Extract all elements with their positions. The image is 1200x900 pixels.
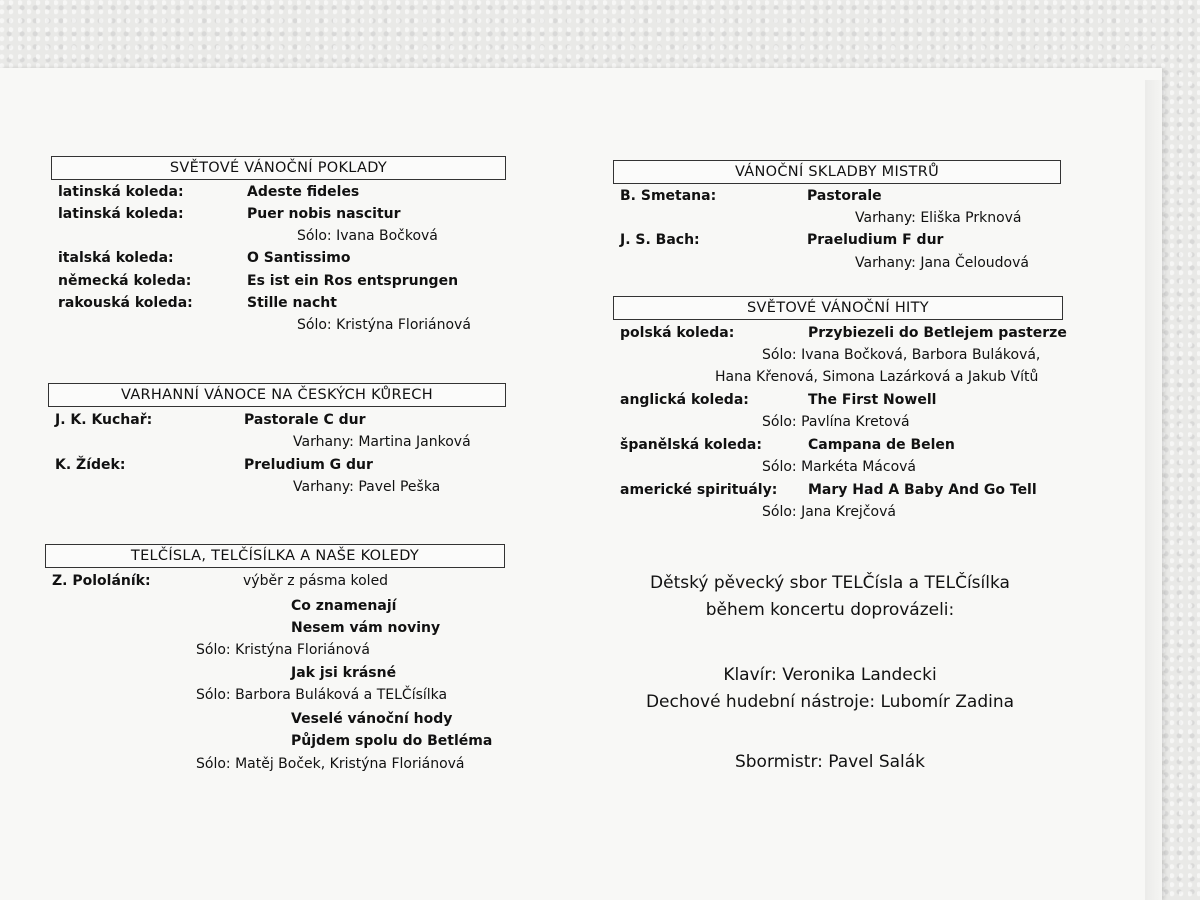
row-solo: Sólo: Barbora Buláková a TELČísílka — [196, 687, 448, 703]
row-label: K. Žídek: — [55, 457, 126, 473]
choir-credit: Dětský pěvecký sbor TELČísla a TELČísílka — [650, 573, 1010, 593]
row-title: The First Nowell — [808, 392, 937, 408]
paper-fold — [1145, 80, 1167, 900]
section-heading-telcisla: TELČÍSLA, TELČÍSÍLKA A NAŠE KOLEDY — [45, 544, 505, 568]
row-label: J. K. Kuchař: — [55, 412, 153, 428]
row-solo: Varhany: Jana Čeloudová — [855, 255, 1029, 271]
song-title: Nesem vám noviny — [291, 620, 441, 636]
row-title: Przybiezeli do Betlejem pasterze — [808, 325, 1067, 341]
row-label: rakouská koleda: — [58, 295, 193, 311]
row-solo: Hana Křenová, Simona Lazárková a Jakub Vítů — [715, 369, 1039, 385]
section-heading-svetove-poklady: SVĚTOVÉ VÁNOČNÍ POKLADY — [51, 156, 506, 180]
row-title: Preludium G dur — [244, 457, 373, 473]
row-title: Puer nobis nascitur — [247, 206, 401, 222]
row-label: německá koleda: — [58, 273, 192, 289]
row-title: Mary Had A Baby And Go Tell — [808, 482, 1037, 498]
piano-credit: Klavír: Veronika Landecki — [723, 665, 937, 685]
row-solo: Varhany: Pavel Peška — [293, 479, 441, 495]
row-label: latinská koleda: — [58, 184, 184, 200]
row-solo: Sólo: Ivana Bočková — [297, 228, 438, 244]
row-solo: Sólo: Kristýna Floriánová — [297, 317, 471, 333]
row-title: Pastorale — [807, 188, 882, 204]
row-label: italská koleda: — [58, 250, 174, 266]
row-label: latinská koleda: — [58, 206, 184, 222]
row-label: španělská koleda: — [620, 437, 762, 453]
row-label: B. Smetana: — [620, 188, 717, 204]
row-solo: Varhany: Martina Janková — [293, 434, 471, 450]
row-solo: Sólo: Pavlína Kretová — [762, 414, 910, 430]
row-intro: výběr z pásma koled — [243, 573, 389, 589]
row-solo: Varhany: Eliška Prknová — [855, 210, 1022, 226]
row-label: americké spirituály: — [620, 482, 778, 498]
section-heading-vanocni-hity: SVĚTOVÉ VÁNOČNÍ HITY — [613, 296, 1063, 320]
row-title: Stille nacht — [247, 295, 337, 311]
row-solo: Sólo: Matěj Boček, Kristýna Floriánová — [196, 756, 465, 772]
song-title: Co znamenají — [291, 598, 397, 614]
row-title: Es ist ein Ros entsprungen — [247, 273, 459, 289]
row-title: Campana de Belen — [808, 437, 955, 453]
row-label: polská koleda: — [620, 325, 735, 341]
row-solo: Sólo: Ivana Bočková, Barbora Buláková, — [762, 347, 1041, 363]
row-title: Pastorale C dur — [244, 412, 366, 428]
song-title: Veselé vánoční hody — [291, 711, 453, 727]
accompanied-by: během koncertu doprovázeli: — [705, 600, 955, 620]
row-label: Z. Pololáník: — [52, 573, 151, 589]
winds-credit: Dechové hudební nástroje: Lubomír Zadina — [645, 692, 1015, 712]
row-solo: Sólo: Markéta Mácová — [762, 459, 917, 475]
row-label: J. S. Bach: — [620, 232, 700, 248]
row-title: Praeludium F dur — [807, 232, 944, 248]
row-label: anglická koleda: — [620, 392, 749, 408]
row-title: O Santissimo — [247, 250, 351, 266]
song-title: Půjdem spolu do Betléma — [291, 733, 493, 749]
section-heading-varhanni-vanoce: VARHANNÍ VÁNOCE NA ČESKÝCH KŮRECH — [48, 383, 506, 407]
section-heading-skladby-mistru: VÁNOČNÍ SKLADBY MISTRŮ — [613, 160, 1061, 184]
choirmaster-credit: Sbormistr: Pavel Salák — [734, 752, 926, 772]
song-title: Jak jsi krásné — [291, 665, 397, 681]
row-title: Adeste fideles — [247, 184, 360, 200]
row-solo: Sólo: Jana Krejčová — [762, 504, 896, 520]
row-solo: Sólo: Kristýna Floriánová — [196, 642, 370, 658]
